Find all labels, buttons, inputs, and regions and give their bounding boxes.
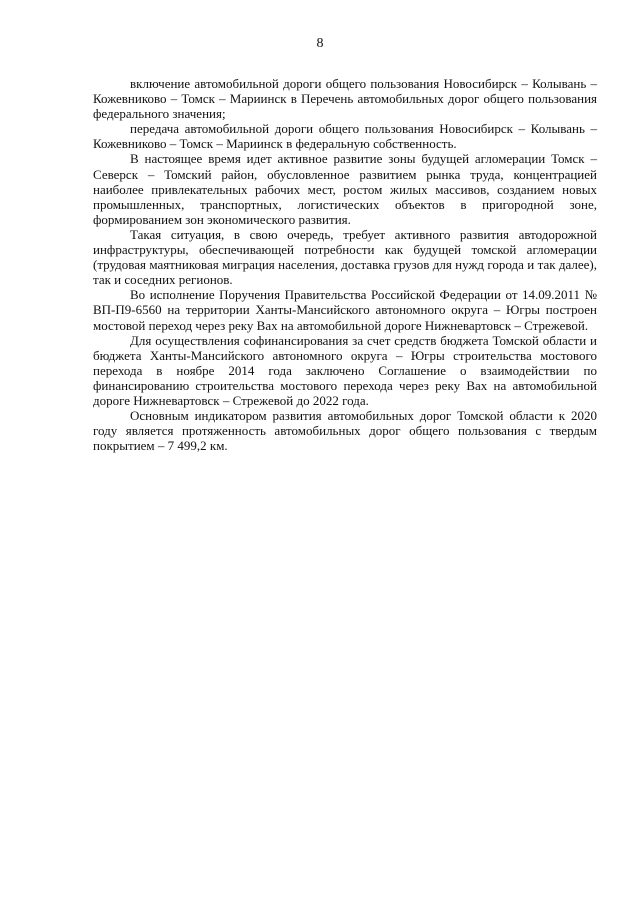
page-number: 8 xyxy=(316,36,324,51)
paragraph-road-inclusion: включение автомобильной дороги общего пользования Новосибирск – Колывань – Кожевниково – Томск – Мариинск в Перечень автомобильных дорог общего пользования федерального значения; xyxy=(93,76,597,122)
paragraph-bridge-construction: Во исполнение Поручения Правительства Российской Федерации от 14.09.2011 № ВП-П9-6560 на территории Ханты-Мансийского автономного округа – Югры построен мостовой переход через реку Вах на автомобильной дороге Нижневартовск – Стрежевой. xyxy=(93,287,597,333)
paragraph-cofinancing-agreement: Для осуществления софинансирования за счет средств бюджета Томской области и бюджета Ханты-Мансийского автономного округа – Югры строительства мостового перехода в ноябре 2014 года заключено Соглашение о взаимодействии по финансированию строительства мостового перехода через реку Вах на автомобильной дороге Нижневартовск – Стрежевой до 2022 года. xyxy=(93,332,597,408)
paragraph-main-indicator: Основным индикатором развития автомобильных дорог Томской области к 2020 году является протяженность автомобильных дорог общего пользования с твердым покрытием – 7 499,2 км. xyxy=(93,408,597,454)
paragraph-agglomeration-development: В настоящее время идет активное развитие зоны будущей агломерации Томск – Северск – Томский район, обусловленное развитием рынка труда, концентрацией наиболее привлекательных рабочих мест, ростом жилых массивов, созданием новых промышленных, транспортных, логистических объектов в пригородной зоне, формированием зон экономического развития. xyxy=(93,151,597,227)
paragraph-road-transfer: передача автомобильной дороги общего пользования Новосибирск – Колывань – Кожевниково – Томск – Мариинск в федеральную собственность. xyxy=(93,121,597,152)
document-body xyxy=(93,76,597,453)
paragraph-infrastructure-needs: Такая ситуация, в свою очередь, требует активного развития автодорожной инфраструктуры, обеспечивающей потребности как будущей томской агломерации (трудовая маятниковая миграция населения, доставка грузов для нужд города и так далее), так и соседних регионов. xyxy=(93,226,597,288)
